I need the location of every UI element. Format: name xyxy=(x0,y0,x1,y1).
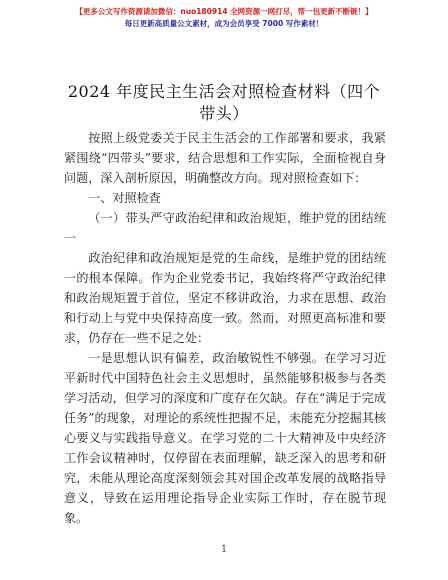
promo-banner-line-2: 每日更新高质量公文素材，成为会员享受 7000 写作素材！ xyxy=(124,19,324,28)
promo-banner xyxy=(0,6,448,30)
page-number: 1 xyxy=(220,544,228,555)
body-paragraph: 政治纪律和政治规矩是党的生命线，是维护党的团结统一的根本保障。作为企业党委书记，我始终将严守政治纪律和政治规矩置于首位，坚定不移讲政治，力求在思想、政治和行动上与党中央保持高度一致。然而，对照更高标准和要求，仍存在一些不足之处： xyxy=(64,251,386,345)
section-heading: 一、对照检查 xyxy=(88,191,161,205)
document-body xyxy=(64,128,386,528)
intro-paragraph: 按照上级党委关于民主生活会的工作部署和要求，我紧紧围绕“四带头”要求，结合思想和工作实际，全面检视自身问题，深入剖析原因，明确整改方向。现对照检查如下： xyxy=(64,131,386,185)
document-title: 2024 年度民主生活会对照检查材料（四个带头） xyxy=(67,82,381,123)
body-paragraph: 一是思想认识有偏差，政治敏锐性不够强。在学习习近平新时代中国特色社会主义思想时，虽然能够积极参与各类学习活动，但学习的深度和广度存在欠缺。存在“满足于完成任务”的现象，对理论的系统性把握不足，未能充分挖掘其核心要义与实践指导意义。在学习党的二十大精神及中央经济工作会议精神时，仅停留在表面理解，缺乏深入的思考和研究，未能从理论高度深刻领会其对国企改革发展的战略指导意义，导致在运用理论指导企业实际工作时，存在脱节现象。 xyxy=(64,351,386,525)
subsection-heading: （一）带头严守政治纪律和政治规矩，维护党的团结统一 xyxy=(64,211,386,245)
promo-banner-line-1: 【更多公文写作资源请加微信：nuo180914 全网资源一网打尽，帮一包更新不断链！】 xyxy=(75,7,373,16)
